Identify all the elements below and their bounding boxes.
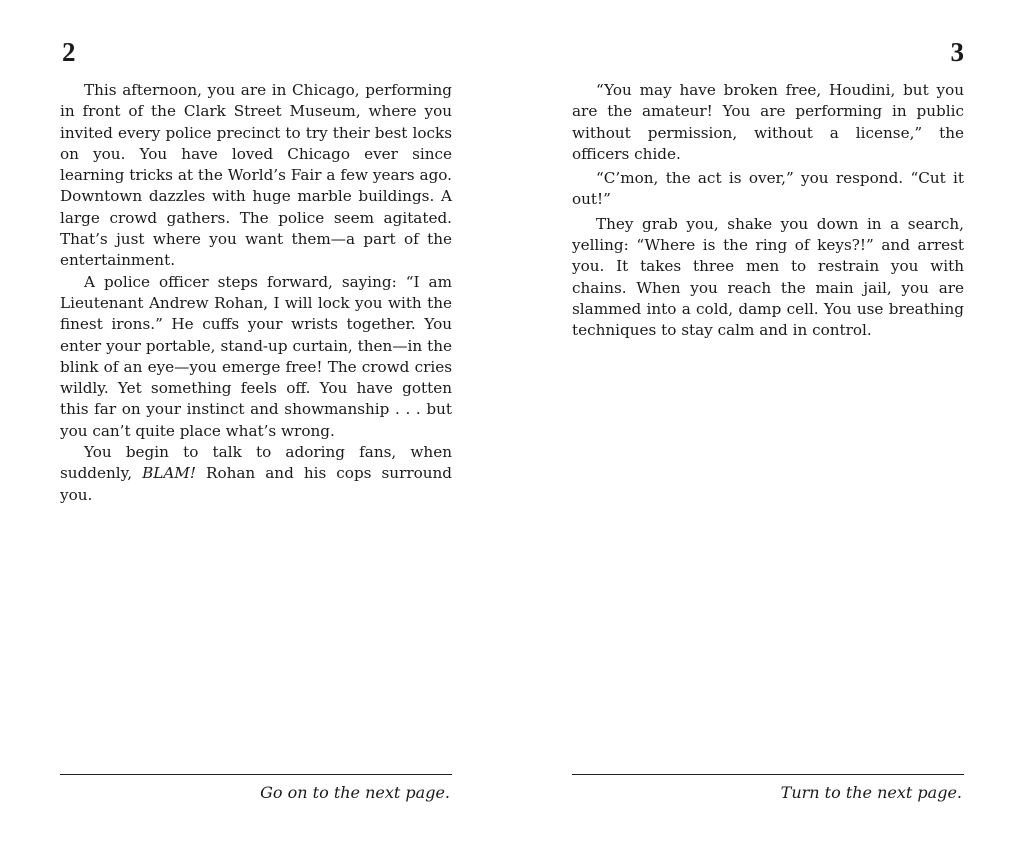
story-paragraph: “You may have broken free, Houdini, but you are the amateur! You are performing in public without permission, without a license,” the officers chide. <box>572 81 964 163</box>
story-paragraph: “C’mon, the act is over,” you respond. “Cut it out!” <box>572 169 964 209</box>
next-page-instruction: Go on to the next page. <box>260 783 450 802</box>
paragraph-text: Rohan and his cops surround you. <box>60 464 453 504</box>
footer-divider <box>60 774 452 775</box>
story-text <box>60 80 452 506</box>
story-paragraph: They grab you, shake you down in a search, yelling: “Where is the ring of keys?!” and arrest you. It takes three men to restrain you with chains. When you reach the main jail, you are slammed into a cold, damp cell. You use breathing techniques to stay calm and in control. <box>572 214 964 340</box>
right-page <box>572 0 964 841</box>
story-paragraph: This afternoon, you are in Chicago, performing in front of the Clark Street Museum, where you invited every police precinct to try their best locks on you. You have loved Chicago ever since learning tricks at the World’s Fair a few years ago. Downtown dazzles with huge marble buildings. A large crowd gathers. The police seem agitated. That’s just where you want them—a part of the entertainment. <box>60 81 452 270</box>
left-page <box>60 0 452 841</box>
emphasis-text: BLAM! <box>142 464 196 483</box>
paragraph-text: You begin to talk to adoring fans, when suddenly, <box>60 443 452 483</box>
story-text <box>572 80 964 342</box>
next-page-instruction: Turn to the next page. <box>780 783 962 802</box>
page-number: 3 <box>950 37 964 67</box>
story-paragraph <box>60 442 452 506</box>
story-paragraph: A police officer steps forward, saying: “I am Lieutenant Andrew Rohan, I will lock you with the finest irons.” He cuffs your wrists together. You enter your portable, stand-up curtain, then—in the blink of an eye—you emerge free! The crowd cries wildly. Yet something feels off. You have gotten this far on your instinct and showmanship . . . but you can’t quite place what’s wrong. <box>60 272 452 440</box>
footer-divider <box>572 774 964 775</box>
page-number: 2 <box>62 37 76 67</box>
